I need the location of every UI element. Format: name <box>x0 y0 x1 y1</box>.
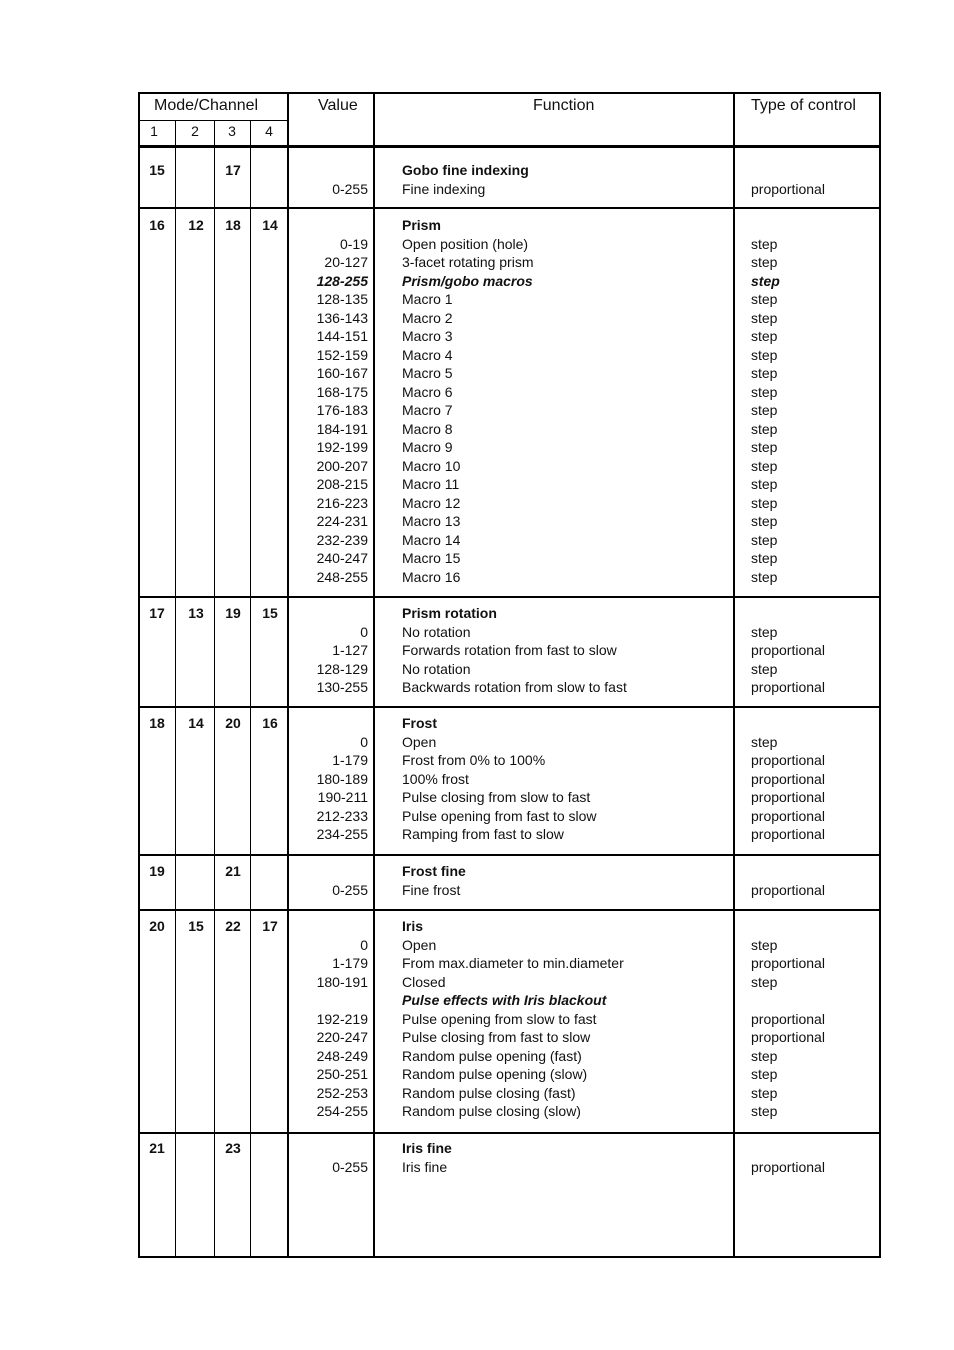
value-range: 130-255 <box>316 679 368 695</box>
function-description: Open <box>402 936 437 953</box>
channel-number-mode-2: 12 <box>188 217 204 233</box>
control-type: step <box>751 439 778 455</box>
function-description: Macro 10 <box>402 457 461 474</box>
value-range: 184-191 <box>316 420 368 437</box>
channel-number-mode-3: 19 <box>225 605 241 621</box>
function-type-divider <box>733 92 735 1258</box>
function-description: From max.diameter to min.diameter <box>402 955 624 971</box>
value-range: 208-215 <box>316 476 368 492</box>
header-mode-2: 2 <box>191 123 199 139</box>
control-type: step <box>751 494 778 511</box>
header-mode-channel: Mode/Channel <box>154 97 259 114</box>
control-type: proportional <box>751 752 825 768</box>
control-type: step <box>751 1084 778 1101</box>
function-description: Pulse opening from fast to slow <box>402 807 597 824</box>
control-type: step <box>751 1066 778 1082</box>
value-range: 168-175 <box>316 383 368 400</box>
value-range: 144-151 <box>316 328 368 344</box>
table-left-border <box>138 92 140 1258</box>
mode-value-divider <box>287 92 289 1258</box>
mode-col-divider-2 <box>214 120 215 1258</box>
value-range: 254-255 <box>316 1103 368 1119</box>
value-range: 128-255 <box>316 272 368 289</box>
control-type: proportional <box>751 1010 825 1027</box>
value-range: 0-255 <box>332 180 368 197</box>
function-description: Macro 16 <box>402 568 461 585</box>
function-description: No rotation <box>402 623 471 640</box>
value-range: 152-159 <box>316 346 368 363</box>
function-description: Pulse closing from fast to slow <box>402 1029 591 1045</box>
channel-number-mode-1: 21 <box>149 1140 165 1156</box>
function-description: Random pulse closing (slow) <box>402 1103 581 1119</box>
function-description: Macro 7 <box>402 402 453 418</box>
value-range <box>290 991 368 1010</box>
value-range: 200-207 <box>316 457 368 474</box>
channel-number-mode-4: 16 <box>262 715 278 731</box>
control-type: step <box>751 309 778 326</box>
control-type: step <box>751 531 778 548</box>
channel-number-mode-3: 17 <box>225 162 241 178</box>
control-type: step <box>751 623 778 640</box>
function-description: Random pulse opening (slow) <box>402 1066 588 1082</box>
control-type: step <box>751 457 778 474</box>
channel-number-mode-3: 18 <box>225 217 241 233</box>
function-description: Macro 5 <box>402 365 453 381</box>
mode-col-divider-3 <box>250 120 251 1258</box>
value-range: 0-19 <box>339 235 368 252</box>
value-range: 1-127 <box>332 642 368 658</box>
function-title: Iris <box>402 918 424 934</box>
function-description: Backwards rotation from slow to fast <box>402 679 627 695</box>
control-type: step <box>751 254 778 270</box>
function-description: Macro 1 <box>402 291 453 307</box>
function-title: Prism rotation <box>402 605 497 621</box>
function-title: Frost <box>402 715 437 731</box>
function-description: Pulse closing from slow to fast <box>402 789 591 805</box>
function-description: Macro 14 <box>402 531 461 548</box>
mode-col-divider-1 <box>175 120 176 1258</box>
function-description: Pulse effects with Iris blackout <box>402 992 607 1008</box>
control-type: proportional <box>751 679 825 695</box>
table-right-border <box>879 92 881 1258</box>
value-range: 176-183 <box>316 402 368 418</box>
control-type: step <box>751 383 778 400</box>
function-description: Macro 9 <box>402 439 453 455</box>
control-type: proportional <box>751 1029 825 1045</box>
function-description: Macro 8 <box>402 420 453 437</box>
function-description: Macro 3 <box>402 328 453 344</box>
function-description: Fine frost <box>402 881 461 898</box>
value-range: 224-231 <box>316 513 368 529</box>
control-type: step <box>751 235 778 252</box>
function-title: Frost fine <box>402 863 466 879</box>
control-type: proportional <box>751 789 825 805</box>
function-description: Closed <box>402 973 446 990</box>
channel-number-mode-1: 18 <box>149 715 165 731</box>
header-value: Value <box>318 97 358 114</box>
value-range: 1-179 <box>332 752 368 768</box>
value-range: 128-129 <box>316 660 368 677</box>
value-range: 190-211 <box>317 789 368 805</box>
control-type: step <box>751 420 778 437</box>
channel-number-mode-2: 15 <box>188 918 204 934</box>
function-description: Macro 12 <box>402 494 461 511</box>
control-type: step <box>751 1103 778 1119</box>
control-type: step <box>751 733 778 750</box>
channel-number-mode-4: 15 <box>262 605 278 621</box>
value-range: 0-255 <box>332 881 368 898</box>
function-title: Prism <box>402 217 441 233</box>
control-type: step <box>751 513 778 529</box>
value-range: 192-199 <box>316 439 368 455</box>
value-range: 180-189 <box>316 770 368 787</box>
value-range: 192-219 <box>316 1010 368 1027</box>
value-range: 128-135 <box>316 291 368 307</box>
control-type: proportional <box>751 180 825 197</box>
function-description: 3-facet rotating prism <box>402 254 534 270</box>
control-type: step <box>751 328 778 344</box>
channel-number-mode-4: 17 <box>262 918 278 934</box>
channel-number-mode-1: 19 <box>149 863 165 879</box>
value-range: 240-247 <box>316 550 368 566</box>
control-type: step <box>751 660 778 677</box>
function-description: Macro 6 <box>402 383 453 400</box>
header-mode-4: 4 <box>265 123 273 139</box>
function-description: Iris fine <box>402 1158 448 1175</box>
control-type: step <box>751 272 780 289</box>
value-range: 216-223 <box>316 494 368 511</box>
value-range: 0 <box>360 733 368 750</box>
function-description: Open <box>402 733 437 750</box>
value-range: 252-253 <box>316 1084 368 1101</box>
value-range: 212-233 <box>316 807 368 824</box>
control-type: proportional <box>751 770 825 787</box>
value-range: 232-239 <box>316 531 368 548</box>
channel-number-mode-2: 13 <box>188 605 204 621</box>
channel-number-mode-3: 21 <box>225 863 241 879</box>
value-range: 248-249 <box>316 1047 368 1064</box>
control-type: step <box>751 973 778 990</box>
control-type: step <box>751 291 778 307</box>
channel-number-mode-3: 20 <box>225 715 241 731</box>
channel-number-mode-3: 22 <box>225 918 241 934</box>
control-type: proportional <box>751 807 825 824</box>
function-description: Random pulse closing (fast) <box>402 1084 576 1101</box>
header-mode-3: 3 <box>228 123 236 139</box>
control-type: step <box>751 346 778 363</box>
function-title: Gobo fine indexing <box>402 162 529 178</box>
control-type: proportional <box>751 881 825 898</box>
function-description: Pulse opening from slow to fast <box>402 1010 597 1027</box>
function-description: Macro 13 <box>402 513 461 529</box>
value-range: 1-179 <box>332 955 368 971</box>
channel-number-mode-2: 14 <box>188 715 204 731</box>
control-type: step <box>751 365 778 381</box>
function-description: Macro 11 <box>402 476 460 492</box>
function-description: Macro 15 <box>402 550 461 566</box>
value-range: 20-127 <box>324 254 368 270</box>
function-description: No rotation <box>402 660 471 677</box>
channel-number-mode-3: 23 <box>225 1140 241 1156</box>
function-description: Prism/gobo macros <box>402 272 533 289</box>
channel-number-mode-4: 14 <box>262 217 278 233</box>
function-description: 100% frost <box>402 770 469 787</box>
value-function-divider <box>373 92 375 1258</box>
control-type: proportional <box>751 642 825 658</box>
value-range: 136-143 <box>316 309 368 326</box>
value-range: 0 <box>360 936 368 953</box>
header-type-of-control: Type of control <box>751 97 856 114</box>
channel-number-mode-1: 15 <box>149 162 165 178</box>
header-mode-1: 1 <box>150 123 158 139</box>
control-type: step <box>751 936 778 953</box>
function-description: Macro 2 <box>402 309 453 326</box>
control-type: step <box>751 550 778 566</box>
control-type: step <box>751 402 778 418</box>
function-description: Frost from 0% to 100% <box>402 752 546 768</box>
value-range: 160-167 <box>316 365 368 381</box>
channel-number-mode-1: 16 <box>149 217 165 233</box>
channel-number-mode-1: 20 <box>149 918 165 934</box>
control-type: step <box>751 568 778 585</box>
value-range: 180-191 <box>316 973 368 990</box>
function-description: Random pulse opening (fast) <box>402 1047 582 1064</box>
control-type: proportional <box>751 955 825 971</box>
function-description: Macro 4 <box>402 346 453 363</box>
control-type: step <box>751 476 778 492</box>
table-top-border <box>138 92 881 94</box>
function-description: Open position (hole) <box>402 235 529 252</box>
function-description: Fine indexing <box>402 180 486 197</box>
value-range: 220-247 <box>316 1029 368 1045</box>
mode-subheader-line <box>138 120 288 121</box>
value-range: 250-251 <box>316 1066 368 1082</box>
channel-number-mode-1: 17 <box>149 605 165 621</box>
value-range: 0-255 <box>332 1158 368 1175</box>
control-type: proportional <box>751 826 825 842</box>
function-description: Ramping from fast to slow <box>402 826 564 842</box>
function-title: Iris fine <box>402 1140 452 1156</box>
value-range: 0 <box>360 623 368 640</box>
control-type: proportional <box>751 1158 825 1175</box>
header-function: Function <box>533 97 595 114</box>
control-type: step <box>751 1047 778 1064</box>
function-description: Forwards rotation from fast to slow <box>402 642 617 658</box>
value-range: 248-255 <box>316 568 368 585</box>
value-range: 234-255 <box>316 826 368 842</box>
